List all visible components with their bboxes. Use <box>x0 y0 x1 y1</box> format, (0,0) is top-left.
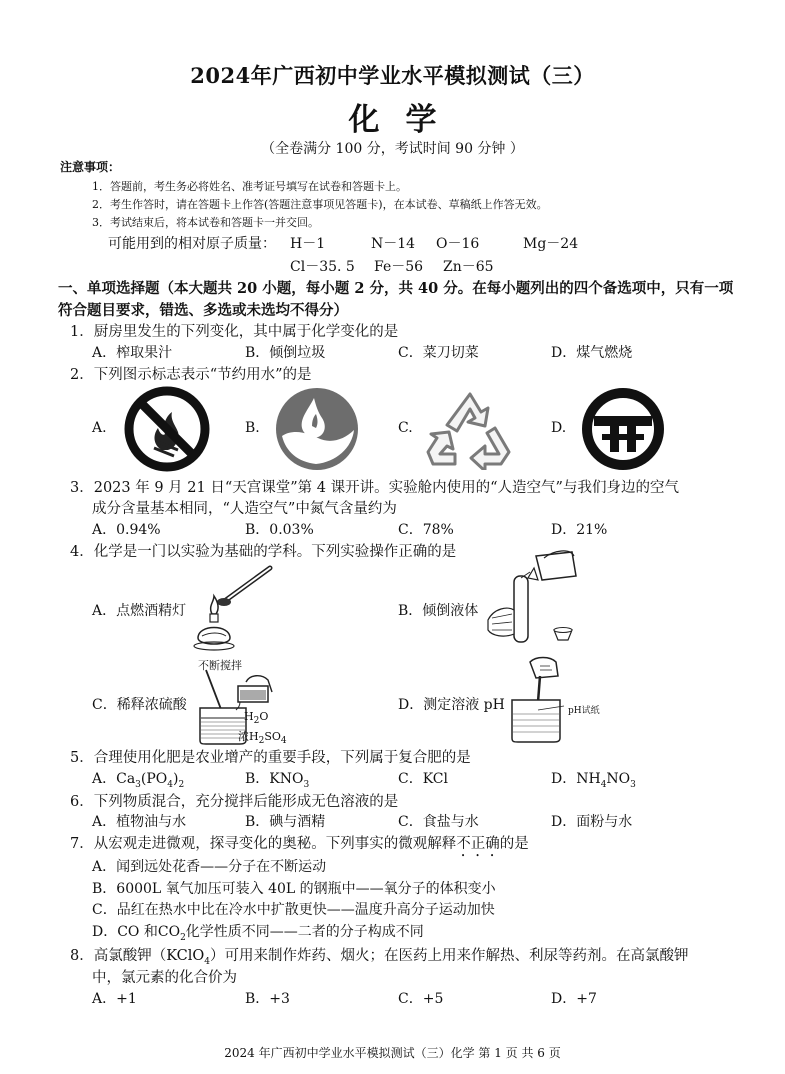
water-saving-icon <box>274 386 360 472</box>
notice-heading: 注意事项： <box>60 160 121 174</box>
atomic-mass-h: H－1 <box>290 236 326 252</box>
option-b: B．6000L 氧气加压可装入 40L 的钢瓶中——氧分子的体积变小 <box>92 881 496 897</box>
page-footer: 2024 年广西初中学业水平模拟测试（三）化学 第 1 页 共 6 页 <box>224 1046 561 1060</box>
question-stem-continued: 中，氯元素的化合价为 <box>92 970 237 986</box>
no-fire-icon <box>124 386 210 472</box>
option-d: D．面粉与水 <box>551 814 633 830</box>
atomic-mass-o: O－16 <box>436 236 480 252</box>
atomic-mass-zn: Zn－65 <box>443 259 494 275</box>
exam-subject: 化学 <box>348 102 463 138</box>
alcohol-lamp-illustration <box>190 562 280 654</box>
ph-test-illustration <box>506 656 572 746</box>
recycle-icon <box>425 388 515 470</box>
atomic-mass-mg: Mg－24 <box>523 236 579 252</box>
option-a: A．榨取果汁 <box>92 345 173 361</box>
pouring-liquid-illustration <box>484 548 584 658</box>
option-d: D．CO 和$CO_2$化学性质不同——二者的分子构成不同 <box>92 924 424 943</box>
question-stem: 6．下列物质混合，充分搅拌后能形成无色溶液的是 <box>70 794 399 810</box>
option-c: C．KCl <box>398 771 448 787</box>
exam-title: 2024年广西初中学业水平模拟测试（三） <box>190 63 595 88</box>
section-heading: 一、单项选择题（本大题共 20 小题，每小题 2 分，共 40 分。在每小题列出的四个备选项中，只有一项符合题目要求，错选、多选或未选均不得分） <box>58 280 734 319</box>
option-c: C．+5 <box>398 991 444 1007</box>
option-a: A．植物油与水 <box>92 814 187 830</box>
option-c: C. <box>398 420 413 436</box>
option-b: B．倾倒垃圾 <box>245 345 326 361</box>
option-d: D．21% <box>551 522 608 538</box>
option-a: A．闻到远处花香——分子在不断运动 <box>92 859 327 875</box>
question-stem: 4．化学是一门以实验为基础的学科。下列实验操作正确的是 <box>70 544 457 560</box>
option-d: D．$NH_4NO_3$ <box>551 771 636 790</box>
option-d: D．煤气燃烧 <box>551 345 633 361</box>
question-stem: 7．从宏观走进微观，探寻变化的奥秘。下列事实的微观解释不正确的是 <box>70 836 529 852</box>
atomic-mass-cl: Cl－35. 5 <box>290 259 355 275</box>
option-b: B．+3 <box>245 991 290 1007</box>
acid-label: 浓$H_2SO_4$ <box>238 730 287 747</box>
option-d: D. <box>551 420 567 436</box>
emphasis-text: 不正确 <box>456 836 500 852</box>
notice-item: 1．答题前，考生务必将姓名、准考证号填写在试卷和答题卡上。 <box>92 180 407 193</box>
water-label: $H_2O$ <box>244 710 269 727</box>
question-stem: 5．合理使用化肥是农业增产的重要手段，下列属于复合肥的是 <box>70 750 471 766</box>
option-d: D．+7 <box>551 991 597 1007</box>
notice-item: 2．考生作答时，请在答题卡上作答(答题注意事项见答题卡)，在本试卷、草稿纸上作答无效。 <box>92 198 548 211</box>
notice-item: 3．考试结束后，将本试卷和答题卡一并交回。 <box>92 216 319 229</box>
option-c: C．菜刀切菜 <box>398 345 479 361</box>
option-c: C．品红在热水中比在冷水中扩散更快——温度升高分子运动加快 <box>92 902 495 918</box>
option-b: B．0.03% <box>245 522 314 538</box>
exam-score-time: （全卷满分 100 分，考试时间 90 分钟 ） <box>261 141 524 157</box>
atomic-mass-n: N－14 <box>371 236 416 252</box>
option-b: B. <box>245 420 260 436</box>
option-c: C．稀释浓硫酸 <box>92 697 187 713</box>
question-stem: 2．下列图示标志表示“节约用水”的是 <box>70 367 312 383</box>
option-a: A. <box>92 420 107 436</box>
option-d: D．测定溶液 pH <box>398 697 505 713</box>
question-stem: 3．2023 年 9 月 21 日“天宫课堂”第 4 课开讲。实验舱内使用的“人造空气”与我们身边的空气 <box>70 480 679 496</box>
question-stem-continued: 成分含量基本相同，“人造空气”中氮气含量约为 <box>92 501 397 517</box>
option-c: C．78% <box>398 522 454 538</box>
stir-label: 不断搅拌 <box>198 659 242 672</box>
question-stem: 8．高氯酸钾（KClO$_4$）可用来制作炸药、烟火；在医药上用来作解热、利尿等药剂。在高氯酸钾 <box>70 948 689 967</box>
option-b: B．碘与酒精 <box>245 814 326 830</box>
atomic-mass-label: 可能用到的相对原子质量： <box>108 236 276 252</box>
option-b: B．$KNO_3$ <box>245 771 310 790</box>
option-a: A．0.94% <box>92 522 161 538</box>
option-c: C．食盐与水 <box>398 814 479 830</box>
option-b: B．倾倒液体 <box>398 603 479 619</box>
option-a: A．点燃酒精灯 <box>92 603 187 619</box>
atomic-mass-fe: Fe－56 <box>374 259 424 275</box>
question-stem: 1．厨房里发生的下列变化，其中属于化学变化的是 <box>70 324 399 340</box>
energy-saving-icon <box>580 386 666 472</box>
option-a: A．$Ca_3(PO_4)_2$ <box>92 771 185 790</box>
ph-paper-label: pH试纸 <box>568 706 600 716</box>
option-a: A．+1 <box>92 991 137 1007</box>
